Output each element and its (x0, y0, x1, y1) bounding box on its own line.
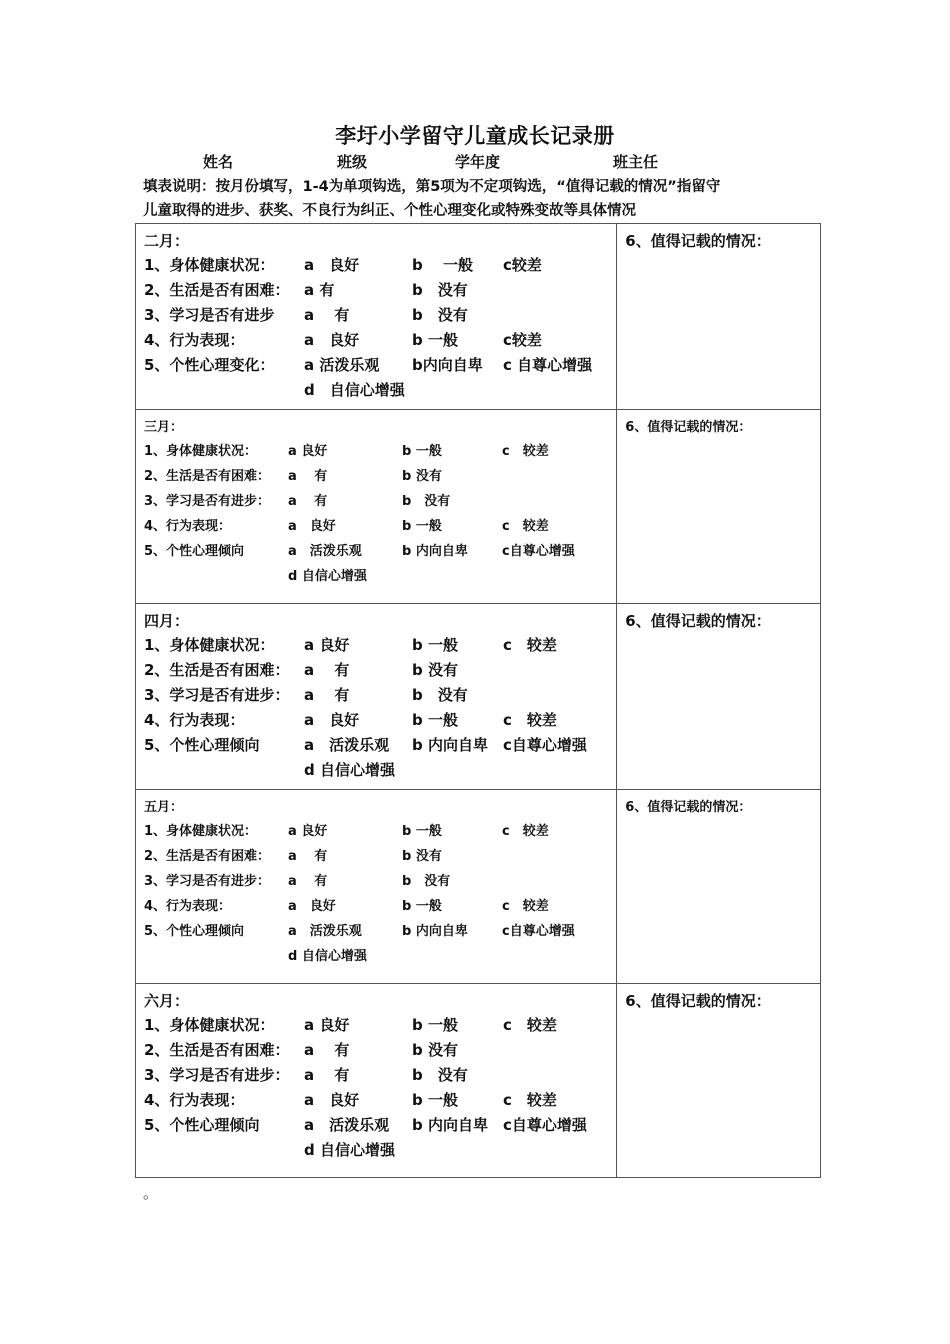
question-label: 2、生活是否有困难： (144, 469, 271, 484)
option-choice[interactable]: a 有 (304, 281, 335, 299)
option-choice[interactable]: b 没有 (412, 686, 468, 704)
option-choice[interactable]: a 良好 (288, 824, 328, 839)
question-line (144, 1114, 614, 1138)
option-choice[interactable]: a 活泼乐观 (288, 544, 362, 559)
option-choice[interactable]: b 内向自卑 (402, 544, 468, 559)
option-choice[interactable]: a 良好 (288, 519, 336, 534)
question-label: 5、个性心理倾向 (144, 924, 245, 939)
question-line (144, 945, 614, 969)
month-label: 五月： (144, 800, 184, 815)
question-line (144, 515, 614, 539)
field-head-teacher-label: 班主任 (613, 153, 659, 171)
option-choice[interactable]: c 较差 (502, 444, 549, 459)
month-row (136, 224, 821, 410)
question-line (144, 279, 614, 303)
question-line (144, 634, 614, 658)
question-label: 4、行为表现： (144, 899, 232, 914)
option-choice[interactable]: c自尊心增强 (503, 1116, 587, 1134)
option-choice[interactable]: a 良好 (288, 444, 328, 459)
question-label: 3、学习是否有进步 (144, 306, 275, 324)
month-label: 二月： (144, 232, 190, 250)
question-label: 2、生活是否有困难： (144, 849, 271, 864)
option-choice[interactable]: d 自信心增强 (288, 569, 367, 584)
month-row (136, 604, 821, 790)
option-choice[interactable]: b 没有 (412, 1041, 458, 1059)
option-choice[interactable]: a 活泼乐观 (304, 356, 380, 374)
option-choice[interactable]: b 没有 (402, 469, 442, 484)
month-checklist-cell (136, 790, 617, 984)
question-line (144, 684, 614, 708)
option-choice[interactable]: d 自信心增强 (304, 381, 405, 399)
option-choice[interactable]: b 一般 (412, 711, 458, 729)
option-choice[interactable]: c 较差 (502, 519, 549, 534)
notes-cell[interactable] (617, 790, 821, 984)
question-label: 4、行为表现： (144, 1091, 245, 1109)
option-choice[interactable]: c 较差 (503, 1091, 557, 1109)
notes-label: 6、值得记载的情况： (625, 232, 771, 250)
question-line (144, 1014, 614, 1038)
option-choice[interactable]: b 没有 (412, 306, 468, 324)
option-choice[interactable]: b 内向自卑 (412, 1116, 488, 1134)
notes-label: 6、值得记载的情况： (625, 612, 771, 630)
option-choice[interactable]: a 良好 (288, 899, 336, 914)
month-row (136, 410, 821, 604)
option-choice[interactable]: d 自信心增强 (288, 949, 367, 964)
option-choice[interactable]: a 良好 (304, 256, 360, 274)
question-label: 4、行为表现： (144, 711, 245, 729)
option-choice[interactable]: b 一般 (402, 899, 442, 914)
field-class-label: 班级 (337, 153, 368, 171)
month-row (136, 790, 821, 984)
month-label: 四月： (144, 612, 190, 630)
question-line (144, 304, 614, 328)
option-choice[interactable]: a 活泼乐观 (288, 924, 362, 939)
instructions-line-2: 儿童取得的进步、获奖、不良行为纠正、个性心理变化或特殊变故等具体情况 (143, 203, 636, 219)
option-choice[interactable]: c较差 (503, 331, 542, 349)
question-label: 3、学习是否有进步： (144, 494, 271, 509)
notes-cell[interactable] (617, 224, 821, 410)
option-choice[interactable]: b 没有 (412, 281, 468, 299)
question-label: 5、个性心理倾向 (144, 1116, 260, 1134)
notes-cell[interactable] (617, 604, 821, 790)
notes-label: 6、值得记载的情况： (625, 992, 771, 1010)
option-choice[interactable]: a 有 (304, 661, 350, 679)
option-choice[interactable]: c 自尊心增强 (503, 356, 593, 374)
option-choice[interactable]: b 没有 (402, 849, 442, 864)
question-label: 1、身体健康状况： (144, 444, 258, 459)
option-choice[interactable]: b 没有 (402, 494, 451, 509)
option-choice[interactable]: c 较差 (503, 711, 557, 729)
month-label: 六月： (144, 992, 190, 1010)
question-label: 2、生活是否有困难： (144, 661, 290, 679)
option-choice[interactable]: d 自信心增强 (304, 761, 395, 779)
month-label: 三月： (144, 420, 184, 435)
question-line (144, 659, 614, 683)
option-choice[interactable]: a 有 (304, 1041, 350, 1059)
option-choice[interactable]: a 有 (304, 686, 350, 704)
question-line (144, 379, 614, 403)
option-choice[interactable]: b 一般 (412, 636, 458, 654)
question-line (144, 329, 614, 353)
field-name-label: 姓名 (203, 153, 234, 171)
option-choice[interactable]: a 有 (304, 1066, 350, 1084)
option-choice[interactable]: b 内向自卑 (412, 736, 488, 754)
option-choice[interactable]: b 内向自卑 (402, 924, 468, 939)
instructions-line-1: 填表说明：按月份填写，1-4为单项钩选，第5项为不定项钩选，“值得记载的情况”指留守 (143, 179, 721, 195)
option-choice[interactable]: c较差 (503, 256, 542, 274)
question-line (144, 895, 614, 919)
month-checklist-cell (136, 604, 617, 790)
notes-cell[interactable] (617, 410, 821, 604)
notes-label: 6、值得记载的情况： (625, 800, 752, 815)
notes-cell[interactable] (617, 984, 821, 1178)
option-choice[interactable]: c 较差 (502, 899, 549, 914)
option-choice[interactable]: a 良好 (304, 1091, 360, 1109)
option-choice[interactable]: b 一般 (402, 444, 442, 459)
question-label: 5、个性心理变化： (144, 356, 275, 374)
option-choice[interactable]: c 较差 (503, 1016, 557, 1034)
option-choice[interactable]: c 较差 (502, 824, 549, 839)
option-choice[interactable]: b 没有 (402, 874, 451, 889)
option-choice[interactable]: b 一般 (412, 331, 458, 349)
option-choice[interactable]: c 较差 (503, 636, 557, 654)
option-choice[interactable]: b 一般 (412, 1091, 458, 1109)
question-line (144, 254, 614, 278)
question-label: 2、生活是否有困难： (144, 281, 290, 299)
option-choice[interactable]: a 有 (288, 494, 328, 509)
question-line (144, 709, 614, 733)
question-label: 1、身体健康状况： (144, 256, 275, 274)
field-school-year-label: 学年度 (455, 153, 501, 171)
option-choice[interactable]: b 一般 (402, 519, 442, 534)
option-choice[interactable]: a 良好 (304, 331, 360, 349)
month-checklist-cell (136, 984, 617, 1178)
question-line (144, 1039, 614, 1063)
month-checklist-cell (136, 410, 617, 604)
question-label: 3、学习是否有进步： (144, 1066, 290, 1084)
option-choice[interactable]: a 有 (304, 306, 350, 324)
option-choice[interactable]: a 良好 (304, 711, 360, 729)
question-line (144, 1064, 614, 1088)
option-choice[interactable]: a 活泼乐观 (304, 1116, 390, 1134)
page-title: 李圩小学留守儿童成长记录册 (335, 124, 615, 148)
option-choice[interactable]: b 没有 (412, 1066, 468, 1084)
option-choice[interactable]: a 良好 (304, 636, 350, 654)
question-line (144, 1089, 614, 1113)
question-label: 3、学习是否有进步： (144, 874, 271, 889)
option-choice[interactable]: a 良好 (304, 1016, 350, 1034)
question-line (144, 845, 614, 869)
question-line (144, 354, 614, 378)
option-choice[interactable]: a 活泼乐观 (304, 736, 390, 754)
question-label: 1、身体健康状况： (144, 1016, 275, 1034)
option-choice[interactable]: a 有 (288, 849, 328, 864)
question-label: 4、行为表现： (144, 331, 245, 349)
question-label: 3、学习是否有进步： (144, 686, 290, 704)
question-label: 2、生活是否有困难： (144, 1041, 290, 1059)
option-choice[interactable]: c自尊心增强 (503, 736, 587, 754)
option-choice[interactable]: b 一般 (402, 824, 442, 839)
question-label: 1、身体健康状况： (144, 636, 275, 654)
question-line (144, 734, 614, 758)
option-choice[interactable]: b 没有 (412, 661, 458, 679)
question-label: 1、身体健康状况： (144, 824, 258, 839)
question-label: 4、行为表现： (144, 519, 232, 534)
option-choice[interactable]: a 有 (288, 874, 328, 889)
option-choice[interactable]: b 一般 (412, 256, 473, 274)
question-label: 5、个性心理倾向 (144, 736, 260, 754)
question-line (144, 759, 614, 783)
question-line (144, 440, 614, 464)
question-line (144, 1139, 614, 1163)
record-table (135, 223, 821, 1178)
notes-label: 6、值得记载的情况： (625, 420, 752, 435)
question-label: 5、个性心理倾向 (144, 544, 245, 559)
option-choice[interactable]: c自尊心增强 (502, 924, 575, 939)
month-checklist-cell (136, 224, 617, 410)
question-line (144, 870, 614, 894)
question-line (144, 540, 614, 564)
option-choice[interactable]: a 有 (288, 469, 328, 484)
question-line (144, 565, 614, 589)
option-choice[interactable]: c自尊心增强 (502, 544, 575, 559)
question-line (144, 490, 614, 514)
month-row (136, 984, 821, 1178)
question-line (144, 820, 614, 844)
option-choice[interactable]: b 一般 (412, 1016, 458, 1034)
option-choice[interactable]: b内向自卑 (412, 356, 483, 374)
option-choice[interactable]: d 自信心增强 (304, 1141, 395, 1159)
question-line (144, 920, 614, 944)
end-mark: 。 (143, 1184, 159, 1202)
question-line (144, 465, 614, 489)
